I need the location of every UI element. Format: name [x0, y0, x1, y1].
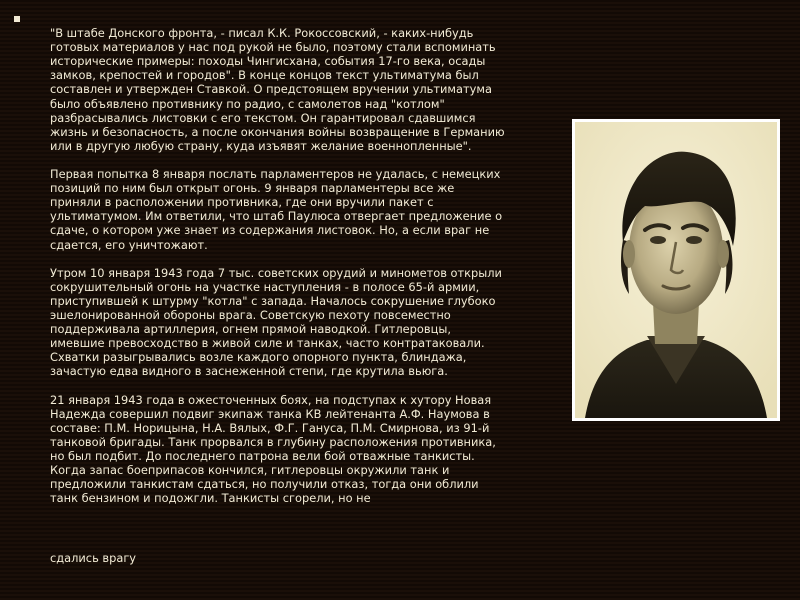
paragraph-tank-crew: 21 января 1943 года в ожесточенных боях, на подступах к хутору Новая Надежда совершил подвиг экипаж танка КВ лейтенанта А.Ф. Наумова в составе: П.М. Норицына, Н.А. Вялых, Ф.Г. Гануса, П.М. Смирнова, из 91-й танковой бригады. Танк прорвался в глубину расположения противника, но был подбит. До последнего патрона вели бой отважные танкисты. Когда запас боеприпасов кончился, гитлеровцы окружили танк и предложили танкистам сдаться, но получили отказ, тогда они облили танк бензином и подожгли. Танкисты сгорели, но не — [50, 392, 496, 506]
paragraph-spacer — [50, 519, 505, 537]
paragraph-offensive: Утром 10 января 1943 года 7 тыс. советских орудий и минометов открыли сокрушительный огонь на участке наступления - в полосе 65-й армии, приступившей к штурму "котла" с запада. Началось сокрушение глубоко эшелонированной обороны врага. Советскую пехоту повсеместно поддерживала артиллерия, огнем прямой наводкой. Гитлеровцы, имевшие превосходство в живой силе и танках, часто контратаковали. Схватки разыгрывались возле каждого опорного пункта, блиндажа, зачастую едва видного в заснеженной степи, где крутила вьюга. — [50, 265, 502, 379]
closing-line: сдались врагу — [50, 551, 137, 566]
bullet-marker — [14, 16, 20, 22]
body-text — [50, 12, 505, 580]
portrait-photo — [572, 119, 780, 421]
paragraph-ultimatum: "В штабе Донского фронта, - писал К.К. Рокоссовский, - каких-нибудь готовых материалов у нас под рукой не было, поэтому стали вспоминать исторические примеры: походы Чингисхана, события 17-го века, осады замков, крепостей и городов". В конце концов текст ультиматума был составлен и утвержден Ставкой. О предстоящем вручении ультиматума было объявлено противнику по радио, с самолетов над "котлом" разбрасывались листовки с его текстом. Он гарантировал сдавшимся жизнь и безопасность, а после окончания войны возвращение в Германию или в другую любую страну, куда изъявят желание военнопленные". — [50, 26, 505, 153]
portrait-illustration — [575, 122, 777, 418]
paragraph-envoys: Первая попытка 8 января послать парламентеров не удалась, с немецких позиций по ним был открыт огонь. 9 января парламентеры все же приняли в расположении противника, где они вручили пакет с ультиматумом. Им ответили, что штаб Паулюса отвергает предложение о сдаче, о котором уже знает из содержания листовок. Но, а если враг не сдается, его уничтожают. — [50, 167, 503, 252]
